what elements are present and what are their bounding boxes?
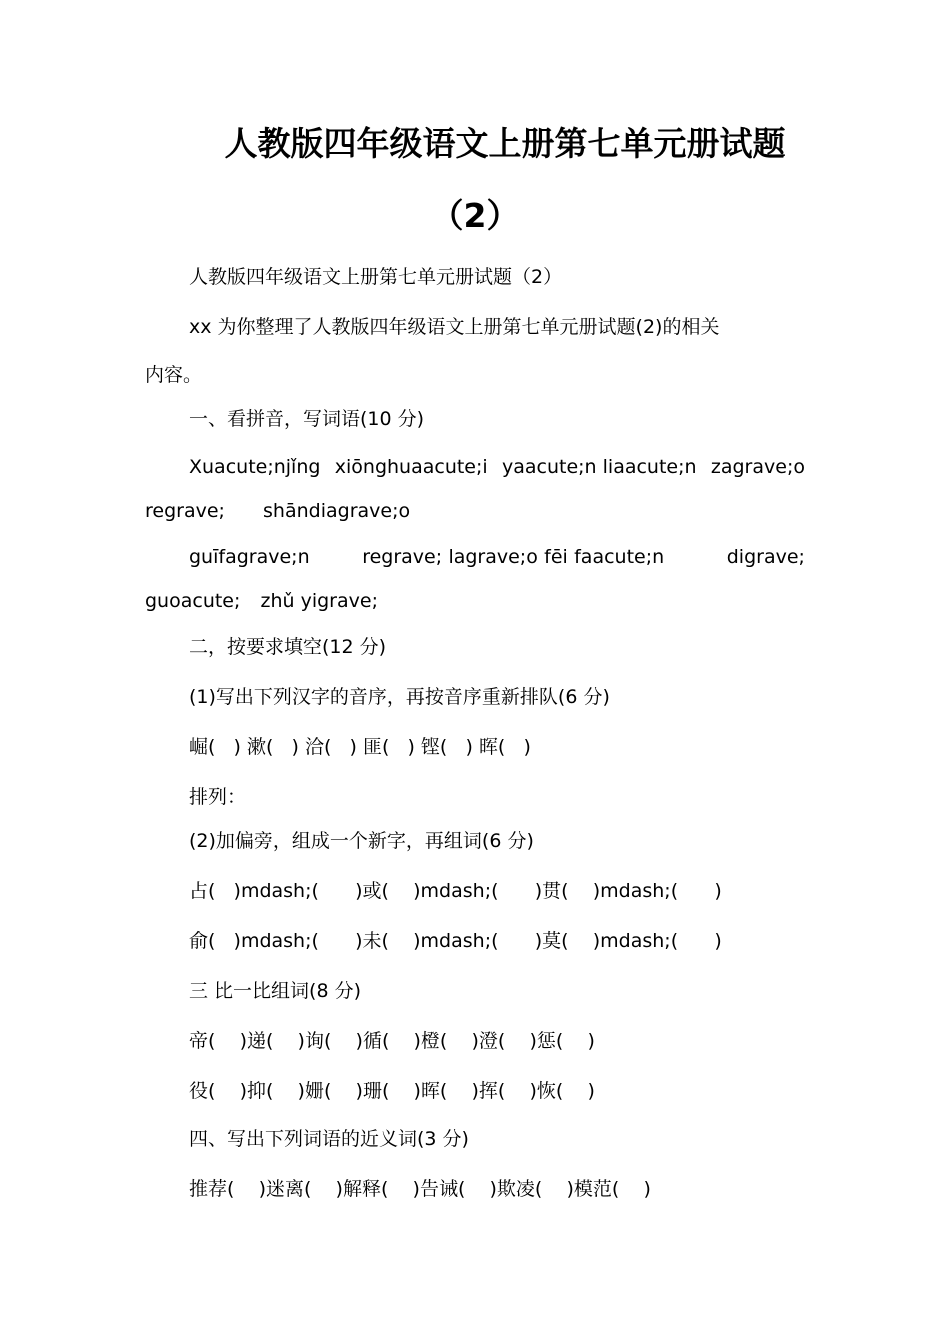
section4-heading: 四、写出下列词语的近义词(3 分): [189, 1128, 469, 1150]
section2-heading: 二，按要求填空(12 分): [189, 636, 387, 658]
pinyin-word: Xuacute;njǐng: [189, 456, 321, 478]
pinyin-row-1: [189, 454, 805, 480]
pinyin-word: guīfagrave;n: [189, 546, 310, 568]
pinyin-word: regrave;: [145, 500, 225, 522]
section2-question-2: (2)加偏旁，组成一个新字，再组词(6 分): [189, 830, 534, 852]
pinyin-word: regrave;: [362, 546, 443, 568]
section3-row-1: 帝( )递( )询( )循( )橙( )澄( )惩( ): [189, 1030, 595, 1052]
document-title: 人教版四年级语文上册第七单元册试题: [224, 124, 786, 163]
section2-question-1: (1)写出下列汉字的音序，再按音序重新排队(6 分): [189, 686, 610, 708]
intro-paragraph-2-cont: 内容。: [145, 364, 203, 386]
pinyin-word: fēi: [544, 546, 568, 568]
intro-paragraph-1: 人教版四年级语文上册第七单元册试题（2）: [189, 266, 563, 288]
pinyin-word: lagrave;o: [448, 546, 538, 568]
pinyin-word: digrave;: [726, 546, 805, 568]
pinyin-word: yaacute;n liaacute;n: [502, 456, 697, 478]
pinyin-row-2-cont: [145, 588, 378, 614]
pinyin-word: shāndiagrave;o: [263, 500, 411, 522]
section2-q2-row-2: 俞( )mdash;( )未( )mdash;( )莫( )mdash;( ): [189, 930, 722, 952]
section2-q2-row-1: 占( )mdash;( )或( )mdash;( )贯( )mdash;( ): [189, 880, 722, 902]
pinyin-word: faacute;n: [574, 546, 665, 568]
pinyin-row-2: [189, 544, 805, 570]
pinyin-word: zhǔ yigrave;: [260, 590, 378, 612]
section2-q1-sort: 排列：: [189, 786, 247, 808]
pinyin-word: xiōnghuaacute;i: [334, 456, 488, 478]
intro-paragraph-2: xx 为你整理了人教版四年级语文上册第七单元册试题(2)的相关: [189, 316, 720, 338]
document-title-number: （2）: [430, 196, 520, 235]
section2-q1-chars: 崛( ) 漱( ) 洽( ) 匪( ) 铿( ) 晖( ): [189, 736, 531, 758]
pinyin-word: zagrave;o: [710, 456, 805, 478]
section3-row-2: 役( )抑( )姗( )珊( )晖( )挥( )恢( ): [189, 1080, 595, 1102]
section1-heading: 一、看拼音，写词语(10 分): [189, 408, 425, 430]
pinyin-row-1-cont: [145, 498, 410, 524]
pinyin-word: guoacute;: [145, 590, 241, 612]
section4-row-1: 推荐( )迷离( )解释( )告诫( )欺凌( )模范( ): [189, 1178, 651, 1200]
section3-heading: 三 比一比组词(8 分): [189, 980, 361, 1002]
